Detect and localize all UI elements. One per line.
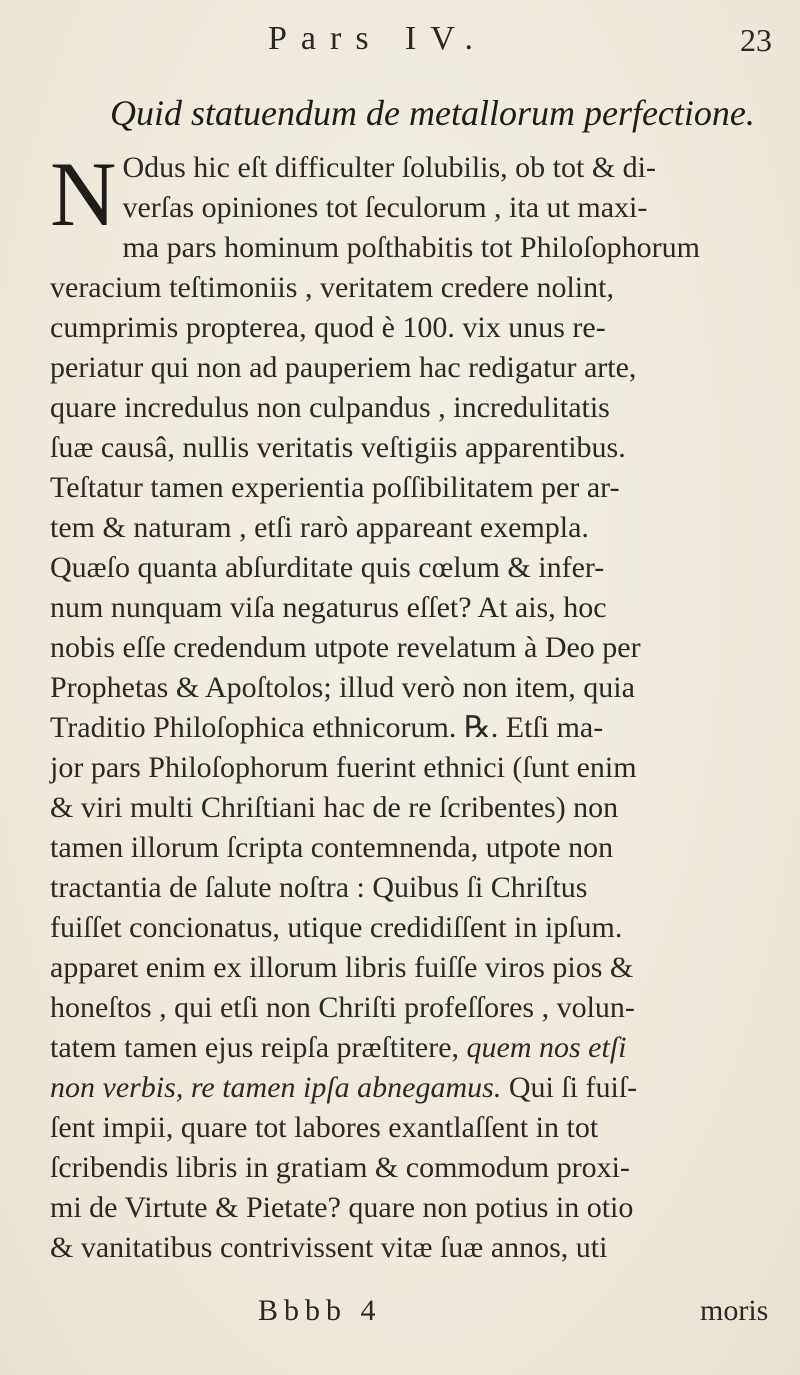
- text-line: veracium teſtimoniis , veritatem credere nolint,: [50, 271, 614, 304]
- text-line: tractantia de ſalute noſtra : Quibus ſi Chriſtus: [50, 871, 588, 904]
- text-line: ſent impii, quare tot labores exantlaſſent in tot: [50, 1111, 599, 1144]
- text-line: tamen illorum ſcripta contemnenda, utpote non: [50, 831, 614, 864]
- text-line: num nunquam viſa negaturus eſſet? At ais, hoc: [50, 591, 607, 624]
- drop-cap: N: [50, 143, 117, 245]
- text-line: apparet enim ex illorum libris fuiſſe viros pios &: [50, 951, 634, 984]
- page-footer: [0, 1294, 800, 1338]
- text-line: Teſtatur tamen experientia poſſibilitatem per ar-: [50, 471, 620, 504]
- text-line: & viri multi Chriſtiani hac de re ſcribentes) non: [50, 791, 619, 824]
- text-line: verſas opiniones tot ſeculorum , ita ut maxi-: [122, 191, 648, 224]
- text-line: fuiſſet concionatus, utique credidiſſent in ipſum.: [50, 911, 623, 944]
- text-line: Traditio Philoſophica ethnicorum. ℞. Etſi ma-: [50, 711, 604, 744]
- italic-text: quem nos etſi: [466, 1031, 627, 1064]
- text-line: ma pars hominum poſthabitis tot Philoſophorum: [122, 231, 700, 264]
- text-line: & vanitatibus contrivissent vitæ ſuæ annos, uti: [50, 1231, 608, 1264]
- text-line: Prophetas & Apoſtolos; illud verò non item, quia: [50, 671, 635, 704]
- text-line: periatur qui non ad pauperiem hac redigatur arte,: [50, 351, 637, 384]
- text-line: ſcribendis libris in gratiam & commodum proxi-: [50, 1151, 630, 1184]
- text-line: nobis eſſe credendum utpote revelatum à Deo per: [50, 631, 641, 664]
- page-header: [0, 20, 800, 70]
- text-line: Odus hic eſt difficulter ſolubilis, ob tot & di-: [122, 151, 657, 184]
- italic-text: non verbis, re tamen ipſa abnegamus.: [50, 1071, 502, 1104]
- page-number: 23: [740, 22, 772, 58]
- catchword: moris: [700, 1294, 769, 1327]
- text-line: jor pars Philoſophorum fuerint ethnici (ſunt enim: [50, 751, 637, 784]
- running-head: Pars IV.: [268, 20, 488, 57]
- text-line: [50, 1068, 790, 1108]
- text-line: quare incredulus non culpandus , incredulitatis: [50, 391, 610, 424]
- section-title: Quid statuendum de metallorum perfectione.: [110, 93, 755, 133]
- text-line: mi de Virtute & Pietate? quare non potius in otio: [50, 1191, 634, 1224]
- text-line: tem & naturam , etſi rarò appareant exempla.: [50, 511, 589, 544]
- text-line: honeſtos , qui etſi non Chriſti profeſſores , volun-: [50, 991, 635, 1024]
- text-run: tatem tamen ejus reipſa præſtitere,: [50, 1031, 467, 1064]
- signature-mark: Bbbb 4: [258, 1294, 382, 1327]
- text-line: [50, 1028, 790, 1068]
- text-line: cumprimis propterea, quod è 100. vix unus re-: [50, 311, 606, 344]
- text-line: Quæſo quanta abſurditate quis cœlum & infer-: [50, 551, 605, 584]
- text-run: Qui ſi fuiſ-: [501, 1071, 638, 1104]
- body-text: [50, 143, 790, 1268]
- text-line: ſuæ causâ, nullis veritatis veſtigiis apparentibus.: [50, 431, 626, 464]
